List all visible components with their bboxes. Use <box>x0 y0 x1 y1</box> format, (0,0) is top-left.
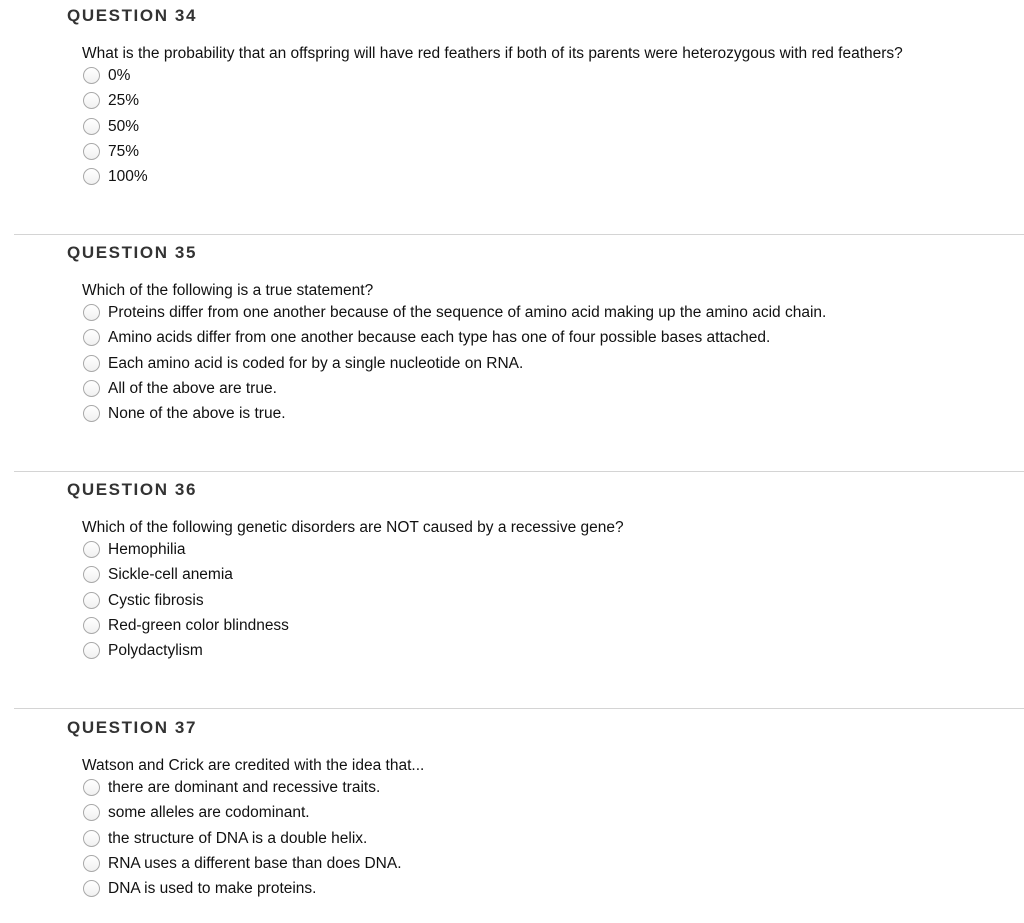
answer-option[interactable] <box>83 616 289 641</box>
radio-button[interactable] <box>83 405 100 422</box>
radio-button[interactable] <box>83 830 100 847</box>
answer-label[interactable]: RNA uses a different base than does DNA. <box>108 854 402 872</box>
answer-label[interactable]: the structure of DNA is a double helix. <box>108 829 368 847</box>
answer-option[interactable] <box>83 66 148 91</box>
answer-label[interactable]: Hemophilia <box>108 541 186 558</box>
answer-label[interactable]: DNA is used to make proteins. <box>108 880 317 898</box>
answer-options <box>83 303 826 429</box>
answer-label[interactable]: Cystic fibrosis <box>108 591 204 609</box>
radio-button[interactable] <box>83 617 100 634</box>
question-text: Which of the following genetic disorders are NOT caused by a recessive gene? <box>82 519 624 536</box>
answer-option[interactable] <box>83 328 826 353</box>
answer-label[interactable]: Amino acids differ from one another because each type has one of four possible bases attached. <box>108 329 771 347</box>
question-text: What is the probability that an offspring will have red feathers if both of its parents were heterozygous with red feathers? <box>82 45 903 62</box>
answer-option[interactable] <box>83 803 402 828</box>
radio-button[interactable] <box>83 168 100 185</box>
answer-option[interactable] <box>83 404 826 429</box>
radio-button[interactable] <box>83 143 100 160</box>
radio-button[interactable] <box>83 329 100 346</box>
radio-button[interactable] <box>83 304 100 321</box>
answer-label[interactable]: Sickle-cell anemia <box>108 566 233 584</box>
question-title: QUESTION 34 <box>67 6 198 25</box>
answer-option[interactable] <box>83 540 289 565</box>
question-divider <box>14 708 1024 709</box>
radio-button[interactable] <box>83 118 100 135</box>
answer-option[interactable] <box>83 379 826 404</box>
question-divider <box>14 471 1024 472</box>
question-title: QUESTION 35 <box>67 243 198 262</box>
answer-option[interactable] <box>83 778 402 803</box>
answer-label[interactable]: Each amino acid is coded for by a single nucleotide on RNA. <box>108 354 524 372</box>
answer-option[interactable] <box>83 91 148 116</box>
answer-label[interactable]: None of the above is true. <box>108 405 286 423</box>
answer-options <box>83 778 402 904</box>
answer-option[interactable] <box>83 167 148 192</box>
answer-option[interactable] <box>83 565 289 590</box>
answer-option[interactable] <box>83 829 402 854</box>
question-text: Which of the following is a true statement? <box>82 282 374 299</box>
radio-button[interactable] <box>83 855 100 872</box>
radio-button[interactable] <box>83 804 100 821</box>
answer-label[interactable]: Proteins differ from one another because of the sequence of amino acid making up the amino acid chain. <box>108 304 827 321</box>
radio-button[interactable] <box>83 541 100 558</box>
answer-option[interactable] <box>83 591 289 616</box>
answer-label[interactable]: 0% <box>108 67 131 84</box>
answer-option[interactable] <box>83 117 148 142</box>
answer-label[interactable]: Polydactylism <box>108 642 203 660</box>
radio-button[interactable] <box>83 642 100 659</box>
radio-button[interactable] <box>83 592 100 609</box>
radio-button[interactable] <box>83 779 100 796</box>
answer-label[interactable]: Red-green color blindness <box>108 616 289 634</box>
radio-button[interactable] <box>83 92 100 109</box>
radio-button[interactable] <box>83 355 100 372</box>
answer-label[interactable]: 25% <box>108 92 140 110</box>
answer-label[interactable]: All of the above are true. <box>108 379 277 397</box>
question-text: Watson and Crick are credited with the idea that... <box>82 757 425 774</box>
question-title: QUESTION 37 <box>67 718 198 737</box>
radio-button[interactable] <box>83 880 100 897</box>
radio-button[interactable] <box>83 67 100 84</box>
answer-label[interactable]: some alleles are codominant. <box>108 804 310 822</box>
radio-button[interactable] <box>83 566 100 583</box>
answer-options <box>83 66 148 192</box>
answer-option[interactable] <box>83 641 289 666</box>
answer-label[interactable]: 75% <box>108 142 140 160</box>
answer-option[interactable] <box>83 354 826 379</box>
answer-label[interactable]: 50% <box>108 117 140 135</box>
answer-options <box>83 540 289 666</box>
answer-label[interactable]: there are dominant and recessive traits. <box>108 779 381 796</box>
question-divider <box>14 234 1024 235</box>
answer-option[interactable] <box>83 303 826 328</box>
answer-option[interactable] <box>83 879 402 904</box>
radio-button[interactable] <box>83 380 100 397</box>
answer-option[interactable] <box>83 142 148 167</box>
answer-option[interactable] <box>83 854 402 879</box>
answer-label[interactable]: 100% <box>108 168 148 186</box>
question-title: QUESTION 36 <box>67 480 198 499</box>
